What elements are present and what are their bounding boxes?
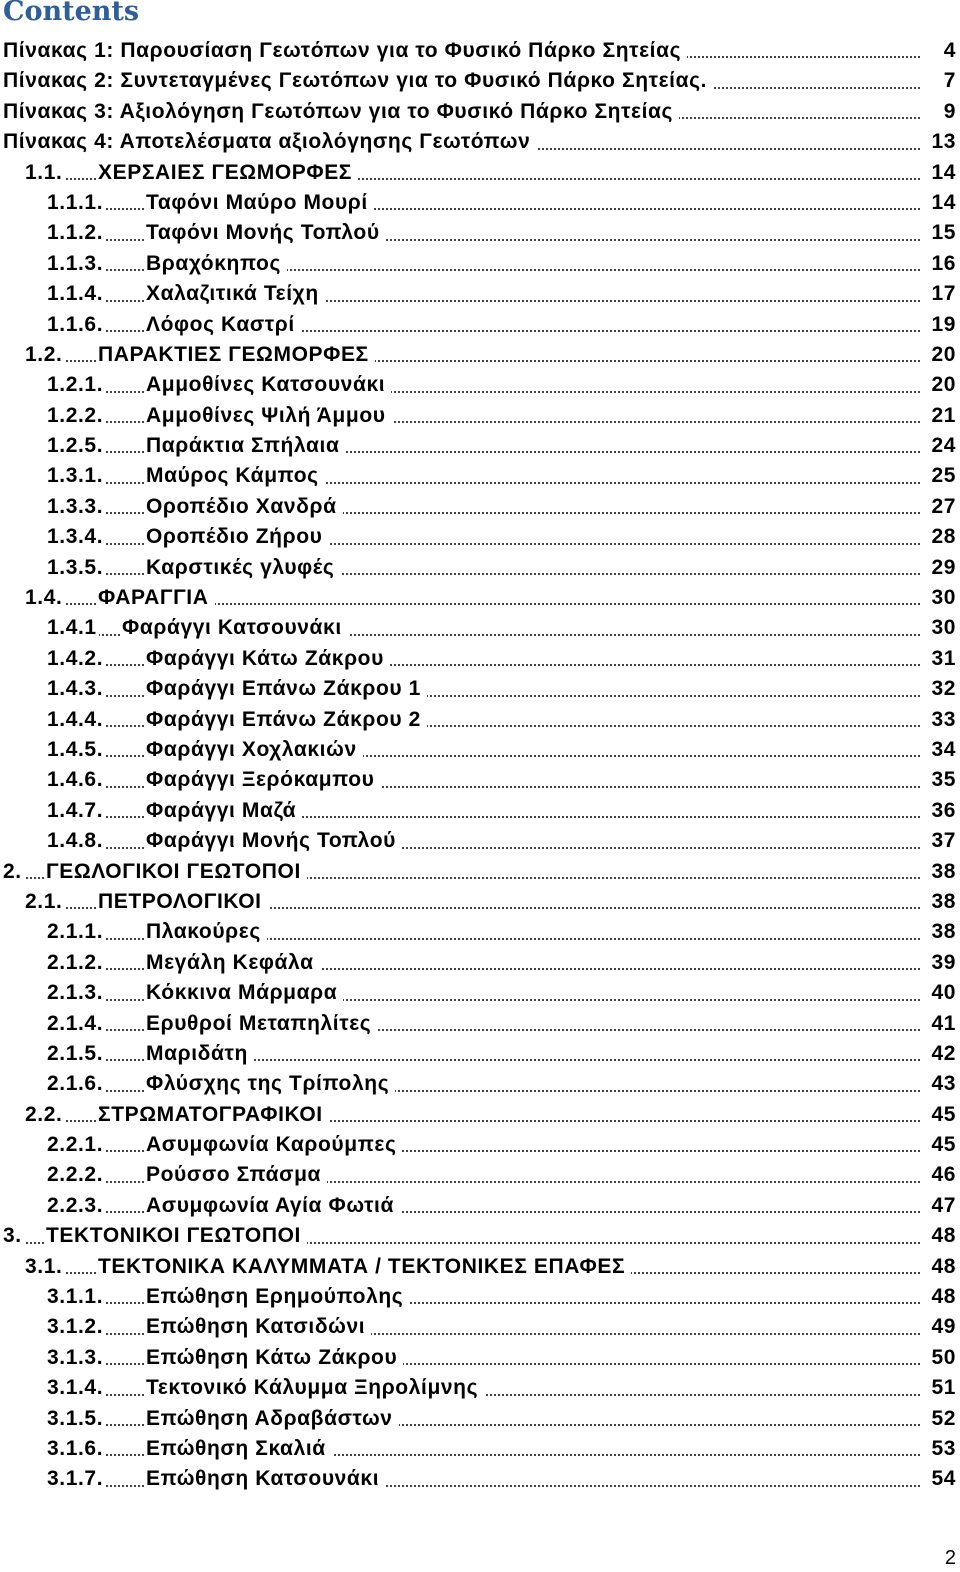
toc-entry-number: 1.1.1.	[47, 188, 105, 218]
page-number: 2	[944, 1547, 956, 1569]
toc-entry[interactable]	[0, 127, 960, 157]
toc-entry-page: 13	[925, 127, 956, 157]
toc-entry-title: Αμμοθίνες Κατσουνάκι	[146, 370, 391, 400]
toc-entry-page: 21	[925, 401, 956, 431]
toc-entry[interactable]	[0, 887, 960, 917]
toc-entry-page: 49	[925, 1312, 956, 1342]
toc-entry-number: 3.1.	[25, 1252, 64, 1282]
toc-entry-number: 1.4.4.	[47, 705, 105, 735]
toc-entry[interactable]	[0, 66, 960, 96]
toc-entry[interactable]	[0, 97, 960, 127]
toc-entry-page: 25	[925, 461, 956, 491]
toc-entry[interactable]	[0, 431, 960, 461]
toc-entry-number: 2.2.3.	[47, 1191, 105, 1221]
toc-entry[interactable]	[0, 1434, 960, 1464]
toc-entry-page: 4	[938, 36, 956, 66]
toc-entry-title: Πίνακας 3: Αξιολόγηση Γεωτόπων για το Φυσικό Πάρκο Σητείας	[3, 97, 679, 127]
toc-entry-page: 50	[925, 1343, 956, 1373]
toc-entry-page: 17	[925, 279, 956, 309]
toc-entry[interactable]	[0, 857, 960, 887]
toc-entry-title: Χαλαζιτικά Τείχη	[146, 279, 325, 309]
toc-entry-page: 7	[938, 66, 956, 96]
toc-entry-page: 53	[925, 1434, 956, 1464]
toc-entry[interactable]	[0, 1130, 960, 1160]
toc-entry-number: 2.2.1.	[47, 1130, 105, 1160]
toc-entry[interactable]	[0, 613, 960, 643]
toc-entry[interactable]	[0, 370, 960, 400]
toc-entry-number: 1.1.4.	[47, 279, 105, 309]
toc-entry-number: 1.4.3.	[47, 674, 105, 704]
toc-entry-page: 9	[938, 97, 956, 127]
toc-entry-title: Φαράγγι Επάνω Ζάκρου 1	[146, 674, 427, 704]
toc-entry-title: Φαράγγι Χοχλακιών	[146, 735, 363, 765]
toc-entry-title: ΧΕΡΣΑΙΕΣ ΓΕΩΜΟΡΦΕΣ	[98, 158, 358, 188]
toc-entry-title: Ασυμφωνία Καρούμπες	[146, 1130, 402, 1160]
toc-entry[interactable]	[0, 340, 960, 370]
toc-entry[interactable]	[0, 158, 960, 188]
toc-entry-number: 1.3.1.	[47, 461, 105, 491]
toc-entry[interactable]	[0, 1404, 960, 1434]
toc-entry-page: 31	[925, 644, 956, 674]
toc-entry-title: Φαράγγι Κατσουνάκι	[122, 613, 348, 643]
toc-entry-number: 3.1.2.	[47, 1312, 105, 1342]
toc-entry-number: 1.1.	[25, 158, 64, 188]
toc-entry-page: 30	[925, 583, 956, 613]
toc-entry-number: 1.1.3.	[47, 249, 105, 279]
toc-entry-page: 28	[925, 522, 956, 552]
toc-entry[interactable]	[0, 705, 960, 735]
toc-entry[interactable]	[0, 1191, 960, 1221]
toc-entry[interactable]	[0, 948, 960, 978]
toc-entry[interactable]	[0, 36, 960, 66]
toc-entry-page: 16	[925, 249, 956, 279]
toc-entry-title: Ερυθροί Μεταπηλίτες	[146, 1009, 377, 1039]
toc-entry-page: 39	[925, 948, 956, 978]
toc-entry-title: Επώθηση Κάτω Ζάκρου	[146, 1343, 403, 1373]
toc-entry[interactable]	[0, 1373, 960, 1403]
toc-entry-number: 1.4.	[25, 583, 64, 613]
toc-entry-number: 1.3.3.	[47, 492, 105, 522]
toc-entry-number: 3.1.4.	[47, 1373, 105, 1403]
toc-entry[interactable]	[0, 1312, 960, 1342]
toc-entry[interactable]	[0, 583, 960, 613]
toc-entry-page: 20	[925, 370, 956, 400]
toc-entry-number: 2.1.	[25, 887, 64, 917]
toc-entry[interactable]	[0, 765, 960, 795]
toc-entry[interactable]	[0, 917, 960, 947]
toc-entry-number: 1.2.2.	[47, 401, 105, 431]
toc-entry[interactable]	[0, 1343, 960, 1373]
contents-heading: Contents	[3, 0, 140, 27]
toc-entry[interactable]	[0, 249, 960, 279]
toc-entry[interactable]	[0, 492, 960, 522]
toc-entry-page: 30	[925, 613, 956, 643]
toc-entry-number: 1.4.8.	[47, 826, 105, 856]
toc-entry-page: 48	[925, 1252, 956, 1282]
toc-entry-number: 2.1.2.	[47, 948, 105, 978]
toc-entry-page: 46	[925, 1160, 956, 1190]
toc-entry-title: Φλύσχης της Τρίπολης	[146, 1069, 395, 1099]
toc-entry-number: 3.1.5.	[47, 1404, 105, 1434]
toc-entry-number: 1.4.2.	[47, 644, 105, 674]
toc-entry[interactable]	[0, 553, 960, 583]
toc-entry-title: ΓΕΩΛΟΓΙΚΟΙ ΓΕΩΤΟΠΟΙ	[46, 857, 307, 887]
toc-entry-title: Ρούσσο Σπάσμα	[146, 1160, 327, 1190]
toc-entry-page: 19	[925, 310, 956, 340]
toc-entry-page: 20	[925, 340, 956, 370]
toc-entry-page: 24	[925, 431, 956, 461]
toc-entry-title: ΦΑΡΑΓΓΙΑ	[98, 583, 215, 613]
toc-entry-title: Μαύρος Κάμπος	[146, 461, 325, 491]
toc-entry-page: 34	[925, 735, 956, 765]
toc-entry-page: 48	[925, 1282, 956, 1312]
toc-entry-title: Μαριδάτη	[146, 1039, 254, 1069]
toc-entry-number: 1.4.5.	[47, 735, 105, 765]
toc-entry[interactable]	[0, 644, 960, 674]
toc-entry[interactable]	[0, 218, 960, 248]
toc-entry[interactable]	[0, 310, 960, 340]
toc-entry[interactable]	[0, 796, 960, 826]
toc-entry-title: Επώθηση Ερημούπολης	[146, 1282, 409, 1312]
toc-entry-number: 2.1.5.	[47, 1039, 105, 1069]
toc-entry-title: Παράκτια Σπήλαια	[146, 431, 345, 461]
toc-entry-page: 43	[925, 1069, 956, 1099]
toc-entry-title: Ταφόνι Μονής Τοπλού	[146, 218, 386, 248]
toc-entry-page: 54	[925, 1464, 956, 1494]
toc-entry-title: Πίνακας 4: Αποτελέσματα αξιολόγησης Γεωτόπων	[3, 127, 536, 157]
toc-entry-page: 48	[925, 1221, 956, 1251]
toc-entry-title: Βραχόκηπος	[146, 249, 287, 279]
toc-entry-page: 29	[925, 553, 956, 583]
toc-entry-number: 1.4.1	[47, 613, 99, 643]
toc-entry[interactable]	[0, 978, 960, 1008]
toc-entry-page: 42	[925, 1039, 956, 1069]
table-of-contents	[0, 36, 960, 1495]
toc-entry-title: Λόφος Καστρί	[146, 310, 301, 340]
toc-entry[interactable]	[0, 1282, 960, 1312]
toc-entry-number: 2.1.6.	[47, 1069, 105, 1099]
toc-entry-page: 32	[925, 674, 956, 704]
toc-entry-page: 51	[925, 1373, 956, 1403]
toc-entry-number: 1.2.	[25, 340, 64, 370]
toc-entry-page: 45	[925, 1100, 956, 1130]
toc-entry-title: Φαράγγι Ξερόκαμπου	[146, 765, 381, 795]
toc-entry-number: 2.2.2.	[47, 1160, 105, 1190]
toc-entry-title: Επώθηση Κατσιδώνι	[146, 1312, 371, 1342]
toc-entry-page: 38	[925, 857, 956, 887]
toc-entry-title: Πλακούρες	[146, 917, 267, 947]
toc-entry-title: Οροπέδιο Χανδρά	[146, 492, 343, 522]
toc-entry-number: 2.2.	[25, 1100, 64, 1130]
toc-entry[interactable]	[0, 1221, 960, 1251]
toc-entry-title: Οροπέδιο Ζήρου	[146, 522, 328, 552]
toc-entry-page: 47	[925, 1191, 956, 1221]
toc-entry-number: 3.1.1.	[47, 1282, 105, 1312]
toc-entry-page: 45	[925, 1130, 956, 1160]
toc-entry-page: 27	[925, 492, 956, 522]
toc-entry[interactable]	[0, 401, 960, 431]
toc-entry-number: 1.4.7.	[47, 796, 105, 826]
toc-entry-number: 3.1.6.	[47, 1434, 105, 1464]
toc-entry-title: ΤΕΚΤΟΝΙΚΑ ΚΑΛΥΜΜΑΤΑ / ΤΕΚΤΟΝΙΚΕΣ ΕΠΑΦΕΣ	[98, 1252, 631, 1282]
toc-entry-page: 14	[925, 188, 956, 218]
toc-entry-number: 2.1.4.	[47, 1009, 105, 1039]
toc-entry-page: 15	[925, 218, 956, 248]
toc-entry-page: 33	[925, 705, 956, 735]
toc-entry-title: Επώθηση Σκαλιά	[146, 1434, 332, 1464]
toc-entry[interactable]	[0, 1069, 960, 1099]
toc-entry-number: 1.1.6.	[47, 310, 105, 340]
toc-entry-page: 36	[925, 796, 956, 826]
toc-entry-number: 3.1.7.	[47, 1464, 105, 1494]
toc-entry-page: 38	[925, 917, 956, 947]
toc-entry-page: 52	[925, 1404, 956, 1434]
toc-entry-title: Ασυμφωνία Αγία Φωτιά	[146, 1191, 400, 1221]
toc-entry-number: 3.1.3.	[47, 1343, 105, 1373]
toc-entry-title: Ταφόνι Μαύρο Μουρί	[146, 188, 374, 218]
toc-entry[interactable]	[0, 1252, 960, 1282]
toc-entry-number: 1.4.6.	[47, 765, 105, 795]
toc-entry-number: 1.3.5.	[47, 553, 105, 583]
toc-entry-title: ΤΕΚΤΟΝΙΚΟΙ ΓΕΩΤΟΠΟΙ	[46, 1221, 307, 1251]
toc-entry-title: Τεκτονικό Κάλυμμα Ξηρολίμνης	[146, 1373, 484, 1403]
toc-entry[interactable]	[0, 1464, 960, 1494]
toc-entry[interactable]	[0, 674, 960, 704]
toc-entry-title: Φαράγγι Κάτω Ζάκρου	[146, 644, 390, 674]
toc-entry-page: 37	[925, 826, 956, 856]
toc-entry-title: Κόκκινα Μάρμαρα	[146, 978, 343, 1008]
toc-entry-title: Πίνακας 2: Συντεταγμένες Γεωτόπων για το Φυσικό Πάρκο Σητείας.	[3, 66, 713, 96]
toc-entry[interactable]	[0, 279, 960, 309]
toc-entry-title: Επώθηση Κατσουνάκι	[146, 1464, 385, 1494]
toc-entry-number: 3.	[3, 1221, 24, 1251]
toc-entry-number: 2.1.3.	[47, 978, 105, 1008]
toc-entry-number: 2.1.1.	[47, 917, 105, 947]
toc-entry-title: Πίνακας 1: Παρουσίαση Γεωτόπων για το Φυσικό Πάρκο Σητείας	[3, 36, 687, 66]
toc-entry-title: Καρστικές γλυφές	[146, 553, 340, 583]
toc-entry-page: 40	[925, 978, 956, 1008]
toc-entry-title: ΣΤΡΩΜΑΤΟΓΡΑΦΙΚΟΙ	[98, 1100, 329, 1130]
toc-entry-title: Αμμοθίνες Ψιλή Άμμου	[146, 401, 392, 431]
toc-entry-number: 2.	[3, 857, 24, 887]
toc-entry[interactable]	[0, 826, 960, 856]
toc-entry-page: 35	[925, 765, 956, 795]
toc-entry[interactable]	[0, 461, 960, 491]
toc-entry-page: 14	[925, 158, 956, 188]
toc-entry[interactable]	[0, 1039, 960, 1069]
toc-entry-number: 1.2.1.	[47, 370, 105, 400]
toc-entry[interactable]	[0, 522, 960, 552]
toc-entry-page: 41	[925, 1009, 956, 1039]
toc-entry-number: 1.2.5.	[47, 431, 105, 461]
toc-entry-title: Φαράγγι Επάνω Ζάκρου 2	[146, 705, 427, 735]
toc-entry[interactable]	[0, 1009, 960, 1039]
toc-entry[interactable]	[0, 1160, 960, 1190]
toc-entry-title: ΠΑΡΑΚΤΙΕΣ ΓΕΩΜΟΡΦΕΣ	[98, 340, 375, 370]
toc-entry-title: Φαράγγι Μονής Τοπλού	[146, 826, 402, 856]
toc-entry[interactable]	[0, 1100, 960, 1130]
toc-entry-title: Φαράγγι Μαζά	[146, 796, 302, 826]
toc-entry-page: 38	[925, 887, 956, 917]
toc-entry-title: Επώθηση Αδραβάστων	[146, 1404, 399, 1434]
toc-entry-title: Μεγάλη Κεφάλα	[146, 948, 320, 978]
toc-entry-number: 1.1.2.	[47, 218, 105, 248]
toc-entry-number: 1.3.4.	[47, 522, 105, 552]
toc-entry[interactable]	[0, 735, 960, 765]
toc-entry-title: ΠΕΤΡΟΛΟΓΙΚΟΙ	[98, 887, 268, 917]
toc-entry[interactable]	[0, 188, 960, 218]
